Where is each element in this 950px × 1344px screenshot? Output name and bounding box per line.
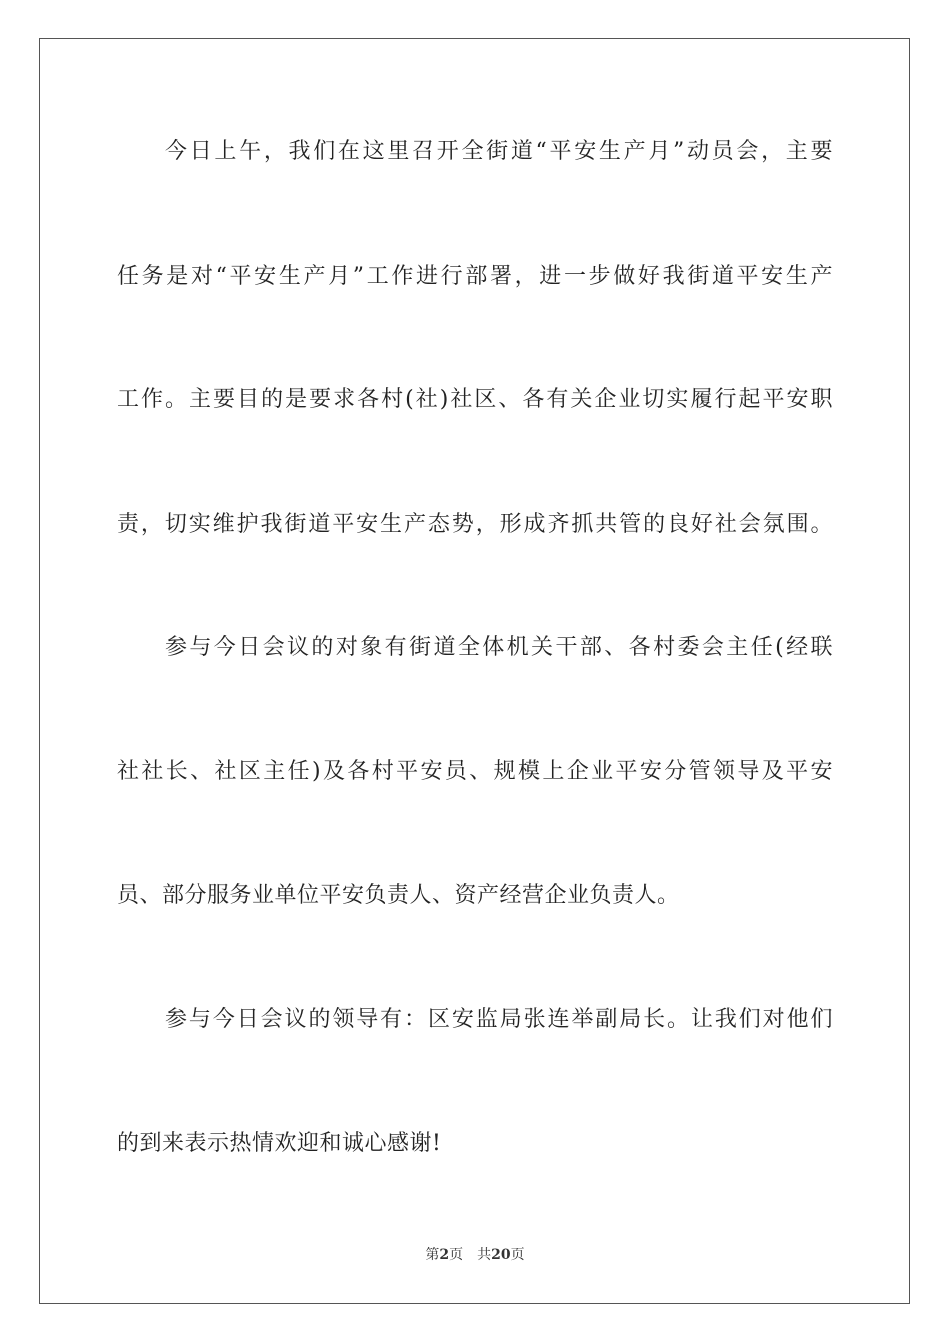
paragraph-3-line-1: 参与今日会议的领导有：区安监局张连举副局长。让我们对他们	[165, 1007, 833, 1032]
total-prefix: 共	[477, 1247, 492, 1263]
paragraph-2-line-3: 员、部分服务业单位平安负责人、资产经营企业负责人。	[117, 883, 680, 908]
paragraph-2-line-2: 社社长、社区主任)及各村平安员、规模上企业平安分管领导及平安	[117, 759, 833, 784]
paragraph-3-line-2: 的到来表示热情欢迎和诚心感谢!	[117, 1131, 442, 1156]
page-footer	[0, 1246, 950, 1264]
total-pages: 20	[491, 1247, 511, 1263]
paragraph-1-line-1: 今日上午，我们在这里召开全街道“平安生产月”动员会，主要	[165, 139, 833, 164]
total-suffix: 页	[510, 1247, 525, 1263]
paragraph-2-line-1: 参与今日会议的对象有街道全体机关干部、各村委会主任(经联	[165, 635, 833, 660]
paragraph-1-line-4: 责，切实维护我街道平安生产态势，形成齐抓共管的良好社会氛围。	[117, 512, 833, 537]
paragraph-1-line-3: 工作。主要目的是要求各村(社)社区、各有关企业切实履行起平安职	[117, 387, 833, 412]
page-suffix: 页	[449, 1247, 464, 1263]
page-number: 2	[439, 1247, 450, 1263]
page-prefix: 第	[425, 1247, 440, 1263]
page-border	[39, 38, 910, 1304]
paragraph-1-line-2: 任务是对“平安生产月”工作进行部署，进一步做好我街道平安生产	[117, 264, 833, 289]
